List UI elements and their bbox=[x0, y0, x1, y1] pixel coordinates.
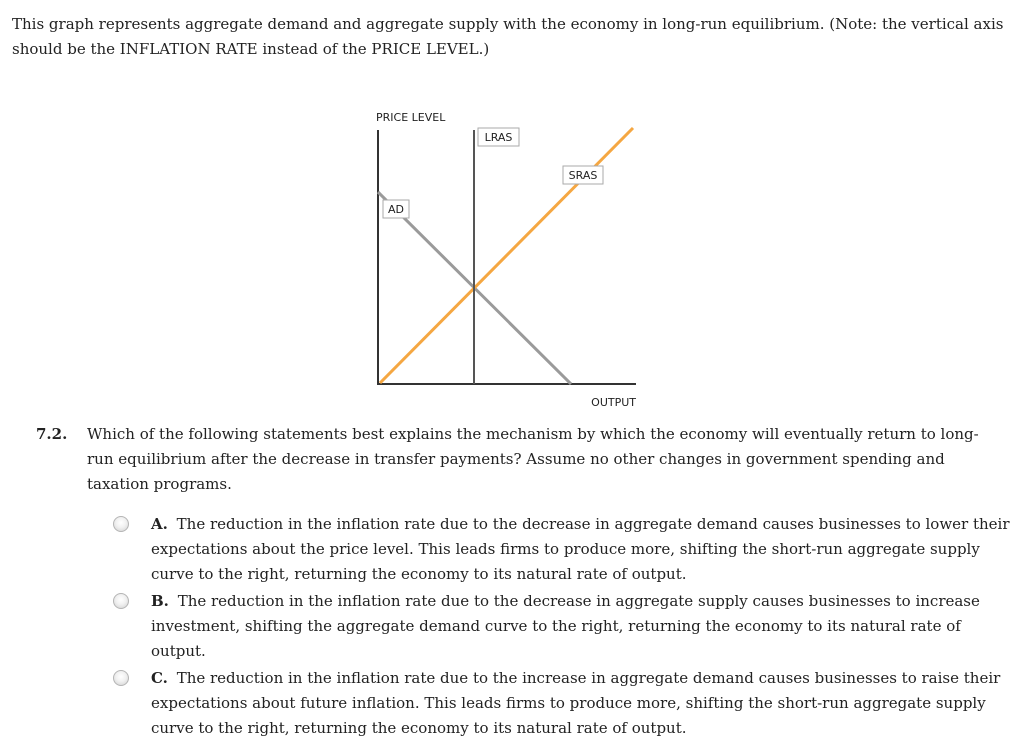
sras-label bbox=[563, 166, 603, 184]
option-a[interactable] bbox=[110, 512, 1010, 587]
answer-options bbox=[110, 512, 1010, 743]
option-a-text: The reduction in the inflation rate due to the decrease in aggregate demand causes businesses to lower their expectations about the price level. This leads firms to produce more, shifting the short-run aggregate supply curve to the right, returning the economy to its natural rate of output. bbox=[151, 515, 1010, 583]
option-a-letter: A. bbox=[151, 515, 168, 533]
sras-label-text: SRAS bbox=[568, 169, 598, 182]
option-c-letter: C. bbox=[151, 669, 168, 687]
x-axis-label: OUTPUT bbox=[591, 396, 636, 409]
question-text: Which of the following statements best explains the mechanism by which the economy will eventually return to long-run equilibrium after the decrease in transfer payments? Assume no other changes in government spending and taxation programs. bbox=[87, 425, 979, 493]
lras-label-text: LRAS bbox=[484, 131, 513, 144]
radio-button-b[interactable] bbox=[113, 593, 129, 609]
ad-label-text: AD bbox=[388, 203, 404, 216]
intro-text: This graph represents aggregate demand and aggregate supply with the economy in long-run equilibrium. (Note: the vertical axis should be the INFLATION RATE instead of the PRICE LEVEL.) bbox=[12, 15, 1004, 58]
option-b-text: The reduction in the inflation rate due to the decrease in aggregate supply causes businesses to increase investment, shifting the aggregate demand curve to the right, returning the economy to its natural rate of output. bbox=[151, 592, 980, 660]
option-c-text: The reduction in the inflation rate due to the increase in aggregate demand causes businesses to raise their expectations about future inflation. This leads firms to produce more, shifting the short-run aggregate supply curve to the right, returning the economy to its natural rate of output. bbox=[151, 669, 1001, 737]
question-number: 7.2. bbox=[36, 425, 68, 443]
option-b-letter: B. bbox=[151, 592, 169, 610]
ad-as-graph bbox=[360, 100, 660, 415]
ad-label bbox=[383, 200, 409, 218]
option-b[interactable] bbox=[110, 589, 1010, 664]
radio-button-a[interactable] bbox=[113, 516, 129, 532]
radio-button-c[interactable] bbox=[113, 670, 129, 686]
y-axis-label: PRICE LEVEL bbox=[376, 111, 446, 124]
option-c[interactable] bbox=[110, 666, 1010, 741]
lras-label bbox=[478, 128, 519, 146]
